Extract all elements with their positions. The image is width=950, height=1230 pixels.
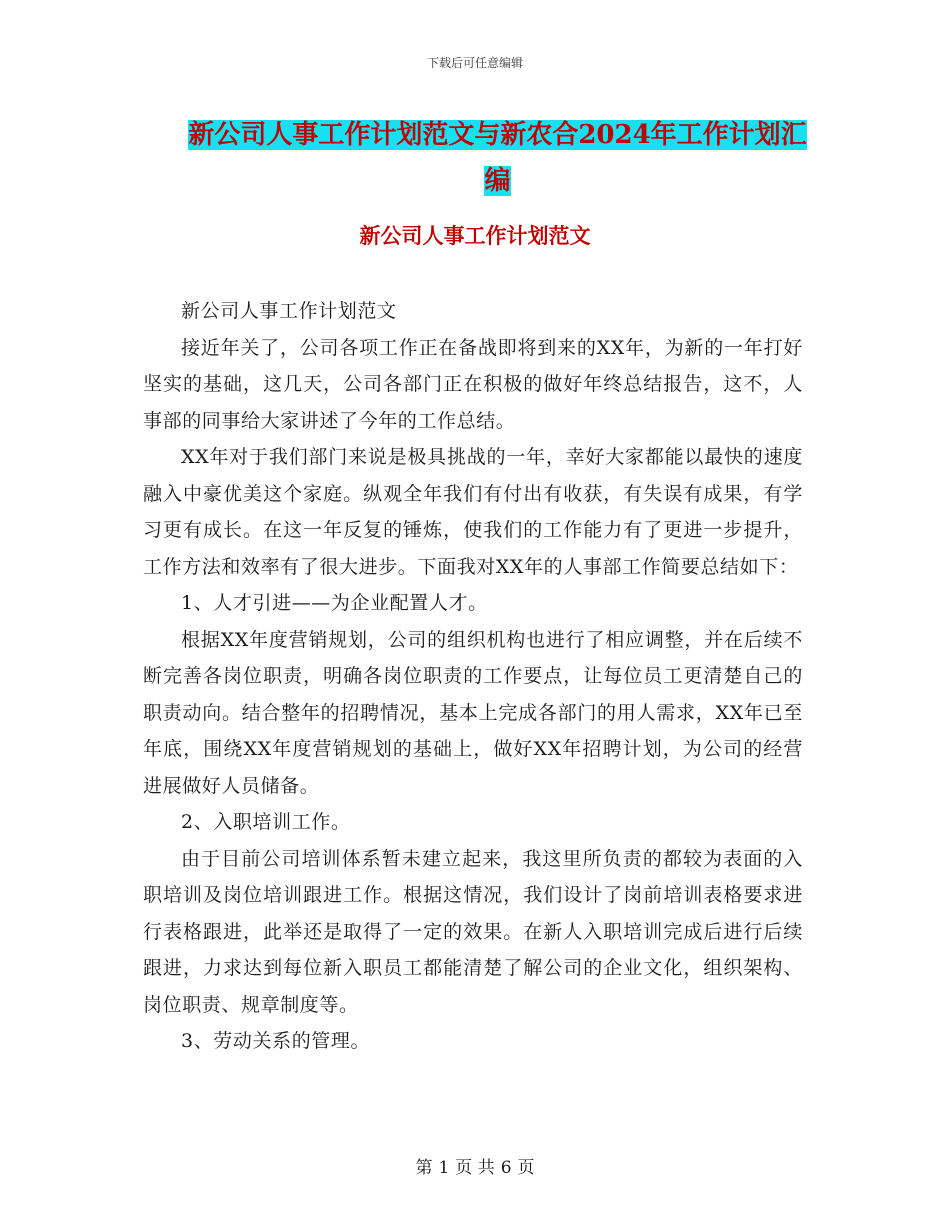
paragraph: XX年对于我们部门来说是极具挑战的一年，幸好大家都能以最快的速度融入中豪优美这个家庭。纵观全年我们有付出有收获，有失误有成果，有学习更有成长。在这一年反复的锤炼，使我们的工作能力有了更进一步提升，工作方法和效率有了很大进步。下面我对XX年的人事部工作简要总结如下：	[143, 446, 803, 578]
footer-page-number: 1	[438, 1158, 450, 1178]
paragraph: 新公司人事工作计划范文	[181, 300, 397, 322]
footer-suffix: 页	[517, 1158, 535, 1178]
footer-middle: 页 共	[455, 1158, 495, 1178]
paragraph: 3、劳动关系的管理。	[181, 1030, 371, 1052]
paragraph: 接近年关了，公司各项工作正在备战即将到来的XX年，为新的一年打好坚实的基础，这几天，公司各部门正在积极的做好年终总结报告，这不，人事部的同事给大家讲述了今年的工作总结。	[143, 336, 803, 432]
paragraph: 1、人才引进——为企业配置人才。	[181, 592, 488, 614]
document-title-text: 新公司人事工作计划范文与新农合2024年工作计划汇编	[188, 120, 807, 196]
page-footer	[0, 1153, 950, 1178]
paragraph: 由于目前公司培训体系暂未建立起来，我这里所负责的都较为表面的入职培训及岗位培训跟进工作。根据这情况，我们设计了岗前培训表格要求进行表格跟进，此举还是取得了一定的效果。在新人入职培训完成后进行后续跟进，力求达到每位新入职员工都能清楚了解公司的企业文化，组织架构、岗位职责、规章制度等。	[143, 847, 803, 1016]
footer-total-pages: 6	[500, 1158, 512, 1178]
header-note: 下载后可任意编辑	[426, 56, 523, 70]
body-text	[143, 293, 803, 1060]
document-title	[185, 112, 810, 204]
section-title: 新公司人事工作计划范文	[359, 223, 591, 248]
paragraph: 根据XX年度营销规划，公司的组织机构也进行了相应调整，并在后续不断完善各岗位职责，明确各岗位职责的工作要点，让每位员工更清楚自己的职责动向。结合整年的招聘情况，基本上完成各部门的用人需求，XX年已至年底，围绕XX年度营销规划的基础上，做好XX年招聘计划，为公司的经营进展做好人员储备。	[143, 628, 803, 797]
footer-prefix: 第	[415, 1158, 433, 1178]
paragraph: 2、入职培训工作。	[181, 811, 351, 833]
